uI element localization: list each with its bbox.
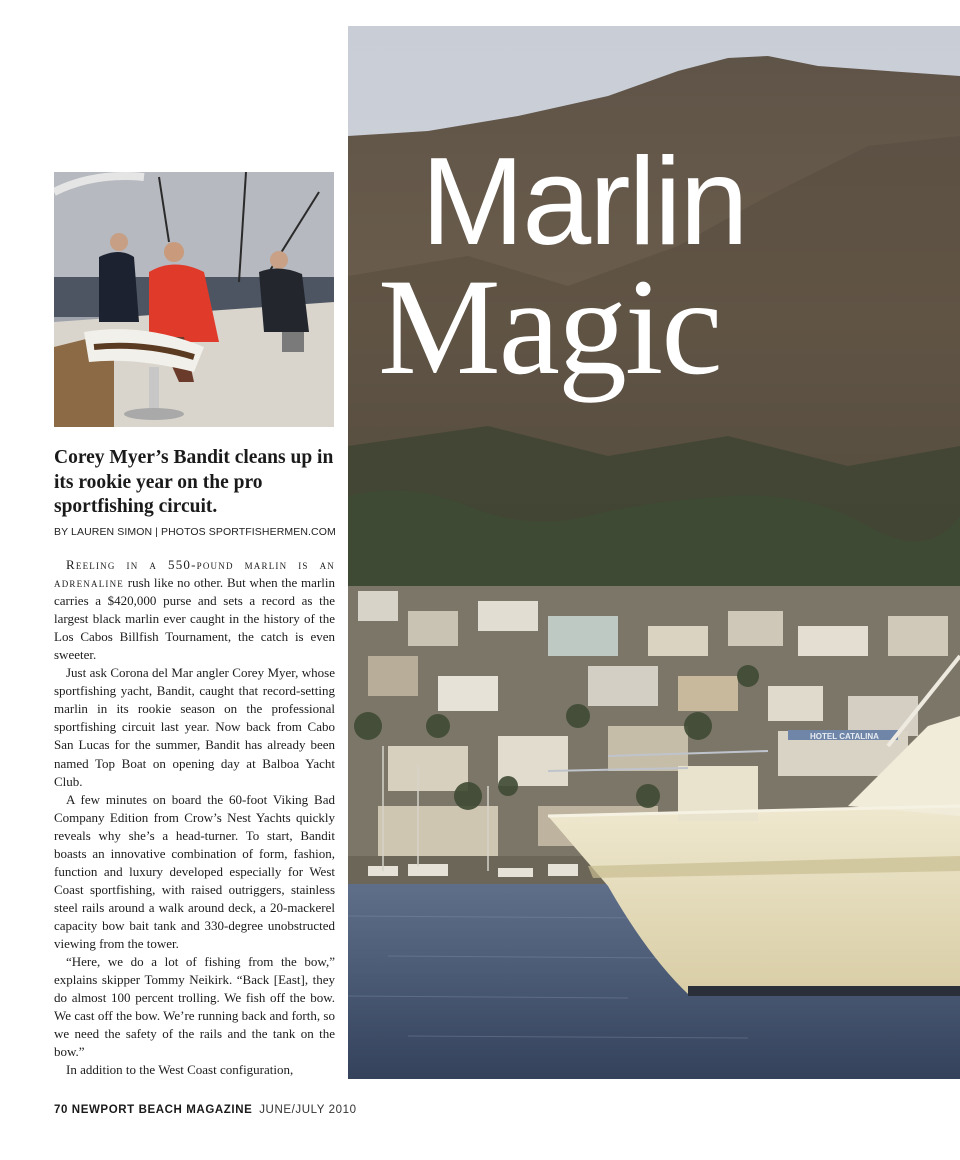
title-line-1: Marlin (421, 133, 747, 271)
issue-date: JUNE/JULY 2010 (259, 1104, 357, 1116)
paragraph-5: In addition to the West Coast configuration, (66, 1062, 294, 1078)
paragraph-2: Just ask Corona del Mar angler Corey Myer, whose sportfishing yacht, Bandit, caught that record-setting marlin in its rookie season on the professional sportfishing circuit last year. Now back from Cabo San Lucas for the summer, Bandit has already been named Top Boat on opening day at Balboa Yacht Club. (54, 665, 335, 789)
magazine-name: NEWPORT BEACH MAGAZINE (71, 1104, 253, 1116)
article-deck: Corey Myer’s Bandit cleans up in its rookie year on the pro sportfishing circuit. (54, 447, 334, 517)
page-number: 70 (54, 1104, 68, 1116)
paragraph-4: “Here, we do a lot of fishing from the bow,” explains skipper Tommy Neikirk. “Back [East], they do almost 100 percent trolling. We fish off the bow. We cast off the bow. We’re running back and forth, so we need the safety of the rails and the tank on the bow.” (54, 954, 335, 1060)
paragraph-1-rest: rush like no other. But when the marlin carries a $420,000 purse and sets a record as the largest black marlin ever caught in the history of the Los Cabos Billfish Tournament, the catch is even sweeter. (54, 575, 335, 663)
inset-photo (54, 172, 334, 427)
byline: BY LAUREN SIMON | PHOTOS SPORTFISHERMEN.COM (54, 526, 336, 538)
paragraph-3: A few minutes on board the 60-foot Viking Bad Company Edition from Crow’s Nest Yachts quickly reveals why she’s a head-turner. To start, Bandit boasts an innovative combination of form, fashion, function and luxury developed especially for West Coast sportfishing, with raised outriggers, stainless steel rails around a walk around deck, a 20-mackerel capacity bow bait tank and 330-degree unobstructed viewing from the tower. (54, 791, 335, 951)
anglers-on-deck-image (54, 172, 334, 427)
page-folio (54, 1104, 357, 1116)
article-body (54, 556, 335, 1079)
lead-in: Reeling in a 550-pound marlin is an adrenaline (54, 557, 335, 591)
paragraph-1 (54, 556, 335, 664)
title-line-2: Magic (378, 250, 721, 403)
hotel-sign-text: HOTEL CATALINA (810, 732, 879, 741)
